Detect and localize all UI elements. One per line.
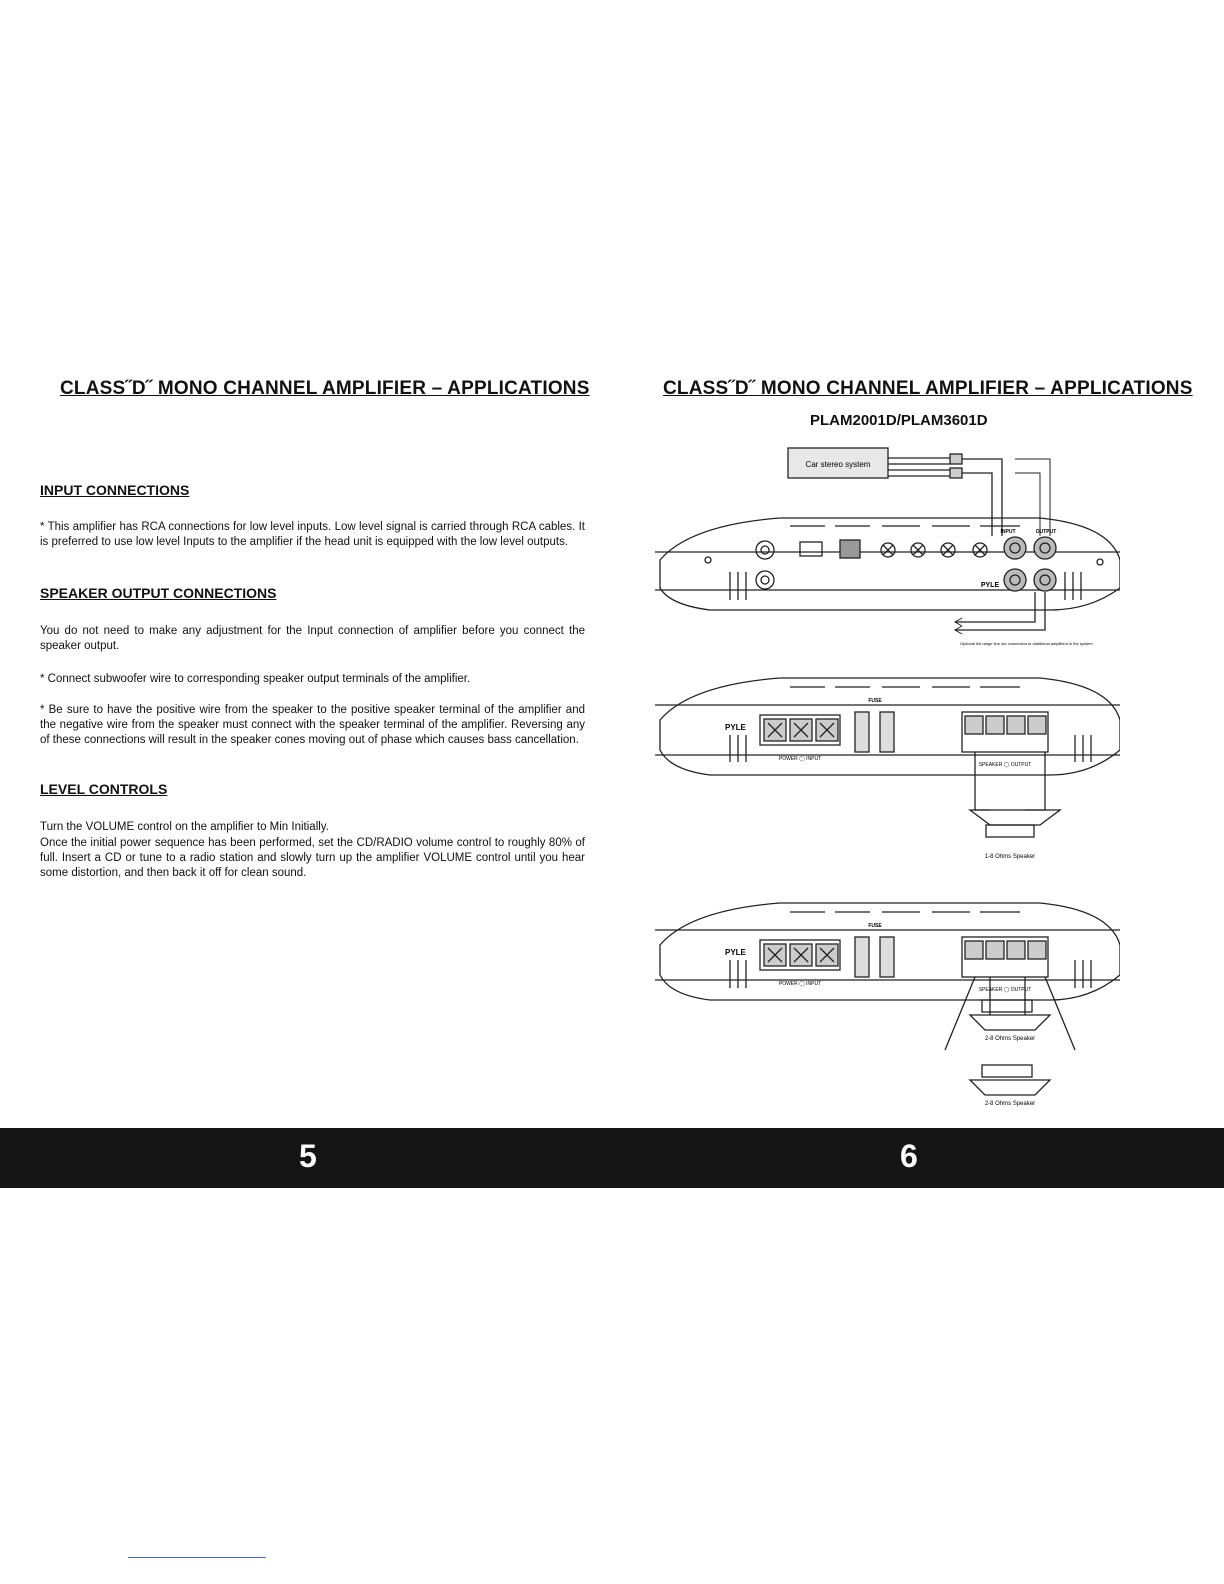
left-page-title: CLASS˝D˝ MONO CHANNEL AMPLIFIER – APPLICATIONS [60, 378, 590, 399]
input-connections-text: * This amplifier has RCA connections for low level inputs. Low level signal is carried through RCA cables. It is preferred to use low level Inputs to the amplifier if the head unit is equipped with the low level outputs. [40, 521, 585, 548]
fuse-label-2: FUSE [868, 698, 882, 704]
right-page-title: CLASS˝D˝ MONO CHANNEL AMPLIFIER – APPLICATIONS [663, 378, 1193, 399]
speaker-output-label-3: SPEAKER ◯ OUTPUT [978, 987, 1032, 993]
output-label: OUTPUT [1035, 529, 1057, 535]
page-footer-bar [0, 1128, 1224, 1188]
brand-label-2: PYLE [725, 723, 746, 732]
level-controls-text-2: Once the initial power sequence has been performed, set the CD/RADIO volume control to roughly 80% of full. Insert a CD or tune to a radio station and slowly turn up the amplifier VOLUME control until you hear some distortion, and then back it off for clean sound. [40, 837, 585, 879]
speaker-2-8-label-b: 2-8 Ohms Speaker [984, 1101, 1036, 1107]
power-input-label-2: POWER ◯ INPUT [778, 756, 822, 762]
speaker-output-text-2: * Connect subwoofer wire to corresponding speaker output terminals of the amplifier. [40, 673, 471, 685]
link-underline [128, 1557, 266, 1558]
speaker-1-8-label: 1-8 Ohms Speaker [984, 854, 1036, 860]
fuse-label-3: FUSE [868, 923, 882, 929]
speaker-output-heading: SPEAKER OUTPUT CONNECTIONS [40, 585, 277, 601]
input-label: INPUT [1000, 529, 1016, 535]
input-connections-heading: INPUT CONNECTIONS [40, 482, 190, 498]
brand-label-1: PYLE [980, 582, 1000, 589]
amplifier-3 [655, 903, 1120, 1095]
level-controls-text-1: Turn the VOLUME control on the amplifier to Min Initially. [40, 821, 329, 833]
speaker-output-text-1: You do not need to make any adjustment for the Input connection of amplifier before you connect the speaker output. [40, 625, 585, 652]
wiring-diagram [650, 440, 1120, 1110]
car-stereo-label: Car stereo system [805, 460, 871, 469]
speaker-output-label-2: SPEAKER ◯ OUTPUT [978, 762, 1032, 768]
level-controls-heading: LEVEL CONTROLS [40, 781, 168, 797]
amplifier-2 [655, 678, 1120, 837]
optional-note-label: Optional full range line out connection to additional amplifiers in the system [960, 641, 1093, 646]
model-number: PLAM2001D/PLAM3601D [810, 412, 988, 429]
brand-label-3: PYLE [725, 948, 746, 957]
page-number-left: 5 [299, 1138, 317, 1174]
speaker-output-text-3: * Be sure to have the positive wire from the speaker to the positive speaker terminal of the amplifier and the negative wire from the speaker must connect with the speaker terminal of the amplifier. Reversing any of these connections will result in the speaker cones moving out of phase which causes bass cancellation. [40, 704, 585, 746]
speaker-2-8-label-a: 2-8 Ohms Speaker [984, 1036, 1036, 1042]
power-input-label-3: POWER ◯ INPUT [778, 981, 822, 987]
page-number-right: 6 [900, 1138, 918, 1174]
